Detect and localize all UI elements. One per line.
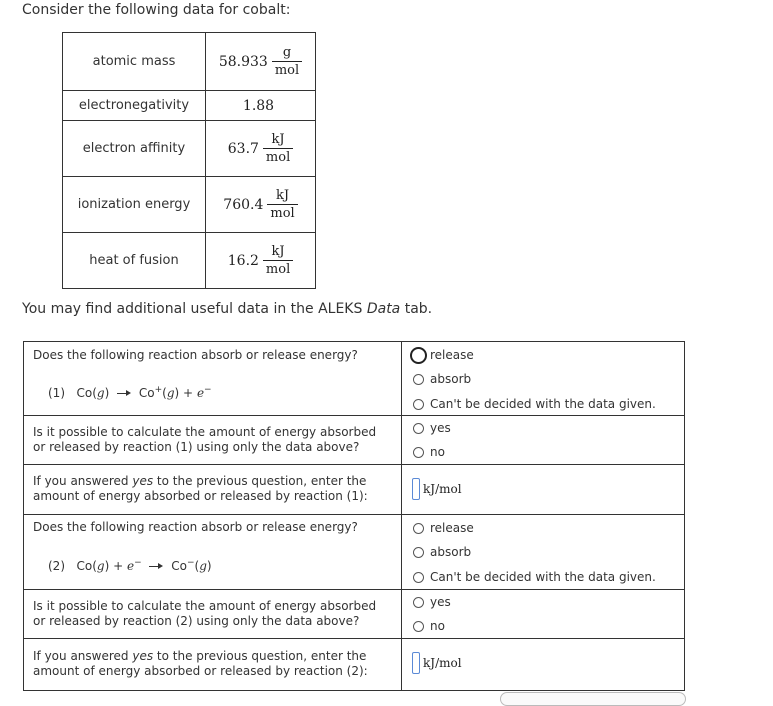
- reaction-label: (2): [48, 559, 65, 573]
- option-label: release: [430, 348, 474, 362]
- answer-cell: [402, 639, 685, 691]
- question-row: [24, 639, 685, 691]
- property-name: electron affinity: [63, 121, 206, 177]
- radio-no[interactable]: [413, 447, 424, 458]
- option-absorb[interactable]: [413, 544, 471, 560]
- radio-yes[interactable]: [413, 423, 424, 434]
- question-prompt: [33, 599, 376, 629]
- unit-fraction: [263, 244, 293, 278]
- option-yes[interactable]: [413, 420, 451, 436]
- property-value-cell: [206, 233, 316, 289]
- aleks-data-note: [22, 301, 432, 317]
- radio-cant-decide[interactable]: [413, 572, 424, 583]
- property-value-cell: [206, 177, 316, 233]
- note-text: You may find additional useful data in the ALEKS: [22, 301, 367, 317]
- prompt-line: or released by reaction (2) using only the data above?: [33, 614, 360, 628]
- unit-denominator: mol: [270, 205, 295, 221]
- reaction-arrow: [149, 563, 163, 570]
- property-name: ionization energy: [63, 177, 206, 233]
- electron: e: [126, 559, 135, 573]
- question-row: [24, 342, 685, 416]
- option-label: no: [430, 619, 445, 633]
- reaction-2: (2) Co(g) + e− Co−(g): [48, 558, 212, 573]
- product: Co: [138, 386, 155, 400]
- radio-yes[interactable]: [413, 597, 424, 608]
- option-label: Can't be decided with the data given.: [430, 397, 656, 411]
- electron-charge: −: [134, 558, 142, 568]
- anion-charge: −: [187, 558, 195, 568]
- option-label: no: [430, 445, 445, 459]
- answer-cell: [402, 416, 685, 465]
- table-row: [63, 233, 316, 289]
- question-cell: [24, 416, 402, 465]
- radio-no[interactable]: [413, 621, 424, 632]
- questions-table: [23, 341, 685, 691]
- cation-charge: +: [154, 385, 163, 395]
- unit-label: kJ/mol: [423, 482, 462, 496]
- unit-denominator: mol: [265, 149, 291, 165]
- state-symbol: g: [166, 386, 175, 400]
- unit-numerator: kJ: [276, 187, 290, 203]
- radio-cant-decide[interactable]: [413, 399, 424, 410]
- question-cell: [24, 465, 402, 515]
- state-symbol: g: [96, 386, 105, 400]
- option-cant-decide[interactable]: [413, 569, 656, 585]
- radio-release[interactable]: [410, 347, 427, 364]
- energy-input-row: [412, 652, 462, 674]
- reactant: Co: [76, 386, 93, 400]
- property-value-cell: [206, 91, 316, 121]
- option-yes[interactable]: [413, 594, 451, 610]
- answer-cell: [402, 465, 685, 515]
- energy-input-row: [412, 478, 462, 500]
- property-value-cell: [206, 33, 316, 91]
- reaction-arrow: [117, 390, 131, 397]
- property-value-cell: [206, 121, 316, 177]
- table-row: [63, 91, 316, 121]
- unit-numerator: g: [282, 44, 292, 60]
- option-label: absorb: [430, 545, 472, 559]
- prompt-line: Is it possible to calculate the amount of energy absorbed: [33, 425, 377, 439]
- bottom-panel-edge: [500, 692, 686, 706]
- energy-input-1[interactable]: [412, 478, 420, 500]
- question-prompt: [33, 474, 368, 504]
- energy-input-2[interactable]: [412, 652, 420, 674]
- question-prompt: [33, 649, 368, 679]
- question-row: [24, 590, 685, 639]
- option-release[interactable]: [413, 347, 474, 363]
- data-tab-reference: Data: [366, 301, 401, 317]
- table-row: [63, 33, 316, 91]
- property-value: 16.2: [227, 252, 259, 269]
- unit-denominator: mol: [274, 62, 300, 78]
- unit-fraction: [267, 188, 297, 222]
- unit-numerator: kJ: [271, 131, 285, 147]
- option-cant-decide[interactable]: [413, 396, 656, 412]
- prompt-line: amount of energy absorbed or released by reaction (2):: [33, 664, 368, 678]
- question-prompt: Does the following reaction absorb or release energy?: [33, 348, 358, 362]
- option-label: yes: [430, 421, 451, 435]
- reactant: Co: [76, 559, 93, 573]
- option-label: yes: [430, 595, 451, 609]
- table-row: [63, 121, 316, 177]
- prompt-line: or released by reaction (1) using only the data above?: [33, 440, 360, 454]
- unit-label: kJ/mol: [423, 656, 462, 670]
- unit-numerator: kJ: [271, 243, 285, 259]
- question-cell: [24, 590, 402, 639]
- property-value: 63.7: [227, 140, 259, 157]
- reaction-1: (1) Co(g) Co+(g) + e−: [48, 385, 212, 400]
- answer-cell: [402, 590, 685, 639]
- electron: e: [196, 386, 205, 400]
- radio-release[interactable]: [413, 523, 424, 534]
- cobalt-data-table: [62, 32, 316, 289]
- answer-cell: [402, 342, 685, 416]
- state-symbol: g: [96, 559, 105, 573]
- property-name: electronegativity: [63, 91, 206, 121]
- option-absorb[interactable]: [413, 371, 471, 387]
- electron-charge: −: [204, 385, 212, 395]
- question-cell: [24, 639, 402, 691]
- state-symbol: g: [199, 559, 207, 573]
- intro-text: Consider the following data for cobalt:: [22, 2, 291, 18]
- option-label: Can't be decided with the data given.: [430, 570, 656, 584]
- answer-cell: [402, 515, 685, 590]
- question-row: [24, 465, 685, 515]
- question-row: [24, 515, 685, 590]
- question-row: [24, 416, 685, 465]
- radio-absorb[interactable]: [413, 547, 424, 558]
- prompt-line: amount of energy absorbed or released by reaction (1):: [33, 489, 368, 503]
- option-label: absorb: [430, 372, 472, 386]
- note-text-end: tab.: [400, 301, 433, 317]
- prompt-line: If you answered yes to the previous question, enter the: [33, 474, 367, 488]
- prompt-line: Is it possible to calculate the amount of energy absorbed: [33, 599, 377, 613]
- product: Co: [171, 559, 187, 573]
- property-value: 58.933: [218, 53, 268, 70]
- property-value: 1.88: [242, 97, 275, 114]
- property-name: heat of fusion: [63, 233, 206, 289]
- radio-absorb[interactable]: [413, 374, 424, 385]
- unit-fraction: [263, 132, 293, 166]
- property-name: atomic mass: [63, 33, 206, 91]
- property-value: 760.4: [223, 196, 264, 213]
- question-cell: [24, 515, 402, 590]
- question-prompt: Does the following reaction absorb or release energy?: [33, 520, 358, 534]
- unit-denominator: mol: [265, 261, 291, 277]
- option-release[interactable]: [413, 520, 474, 536]
- option-no[interactable]: [413, 444, 445, 460]
- unit-fraction: [272, 45, 302, 79]
- option-no[interactable]: [413, 618, 445, 634]
- question-prompt: [33, 425, 376, 455]
- table-row: [63, 177, 316, 233]
- reaction-label: (1): [48, 386, 65, 400]
- prompt-line: If you answered yes to the previous question, enter the: [33, 649, 367, 663]
- option-label: release: [430, 521, 474, 535]
- plus-sign: +: [113, 559, 124, 573]
- question-cell: [24, 342, 402, 416]
- plus-sign: +: [183, 386, 194, 400]
